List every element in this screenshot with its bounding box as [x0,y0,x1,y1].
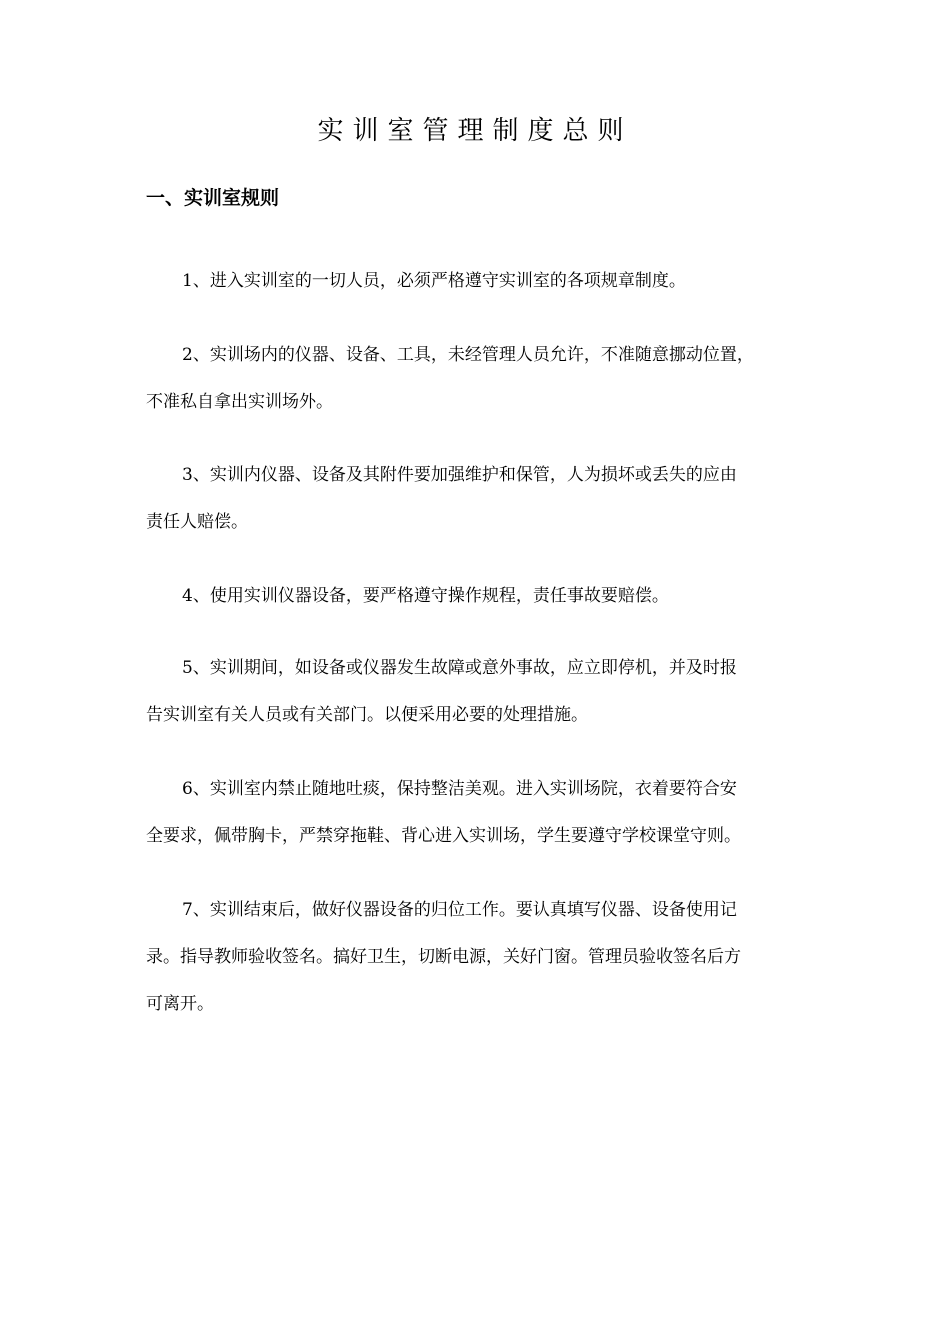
rule-1-line-1: 1、进入实训室的一切人员，必须严格遵守实训室的各项规章制度。 [182,271,686,291]
rule-paragraph-1 [146,258,806,305]
rule-paragraph-5 [146,645,806,739]
rule-paragraph-4 [146,573,806,620]
rule-7-line-1: 7、实训结束后，做好仪器设备的归位工作。要认真填写仪器、设备使用记 [182,900,737,920]
document-title: 实训室管理制度总则 [317,116,633,146]
rule-paragraph-3 [146,452,806,546]
rule-6-line-2: 全要求，佩带胸卡，严禁穿拖鞋、背心进入实训场，学生要遵守学校课堂守则。 [146,826,741,846]
rule-5-line-2: 告实训室有关人员或有关部门。以便采用必要的处理措施。 [146,705,588,725]
rule-3-line-1: 3、实训内仪器、设备及其附件要加强维护和保管，人为损坏或丢失的应由 [182,465,737,485]
rule-7-line-3: 可离开。 [146,994,214,1014]
rule-paragraph-6 [146,766,806,860]
rule-6-line-1: 6、实训室内禁止随地吐痰，保持整洁美观。进入实训场院，衣着要符合安 [182,779,737,799]
rule-4-line-1: 4、使用实训仪器设备，要严格遵守操作规程，责任事故要赔偿。 [182,586,669,606]
rule-2-line-1: 2、实训场内的仪器、设备、工具，未经管理人员允许，不准随意挪动位置， [182,345,754,365]
rule-7-line-2: 录。指导教师验收签名。搞好卫生，切断电源，关好门窗。管理员验收签名后方 [146,947,741,967]
rule-5-line-1: 5、实训期间，如设备或仪器发生故障或意外事故，应立即停机，并及时报 [182,658,737,678]
rule-paragraph-7 [146,887,806,1028]
rule-3-line-2: 责任人赔偿。 [146,512,248,532]
rule-2-line-2: 不准私自拿出实训场外。 [146,392,333,412]
section-heading: 一、实训室规则 [146,187,280,209]
rule-paragraph-2 [146,332,806,426]
